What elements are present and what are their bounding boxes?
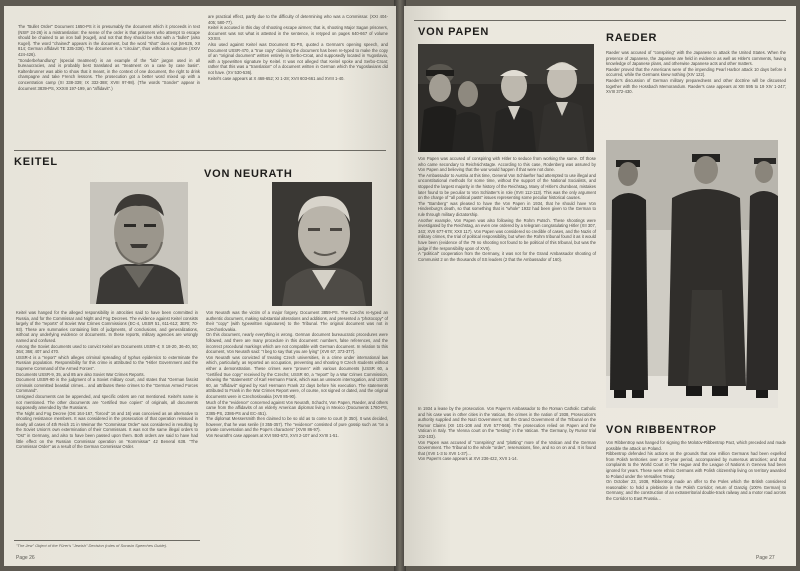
keitel-heading: KEITEL: [14, 156, 58, 168]
papen-text-continued: In 1934 a lease by the prosecution. Von Papen's Ambassador to the Roman Catholic Catholic and his case was in other cities in the Vatican, the crimes in the nation of 1938, Prosecution's authority supplied and the Nazi Government; not the Grand Government of the Tribunal on the Rumor Claims (XII 101-108 and XVII 577-566). The prosecution relied on Papen and the Vatican in Italy. The Vienna court on the "testing" in the Vatican. The Germany, by Rumor trial 102-103). Von Papen was accused of "conspiring" and "plotting" more of the Vatican and the German Government. The Tribunal to the whole "order", reservations, fine, and so on on and. It is found that (XVII 1-3 to XVII 1-37)... Von Papen's case appears at XVI 236-422, XVII 1-14.: [418, 406, 596, 462]
intro-column-1: The "Bullet Order" Document 1650-PS it is presumably the document which it proceeds in text (NSIF 24-26) is a mistranslation: the sense of the order is that prisoners who attempt to escape should be chained to an iron ball (Kugel), and not that they should be shot with a "bullet" (also Kugel). The word "chained" appears in the document, but the word "shot" does not (M-526, XII 814; German affidavit TE 335-336). The document is a "circular", thus without a signature (XXIV 424-426). "Sonderbehandlung" (special treatment) is an example of the "lab" jargon used in all bureaucracies, and is probably best translated as "treatment on a case by case basis". Kaltenbrunner was able to show that it meant, in the context of one document, the right to drink champagne and take French lessons. The prosecution got a better word mixed up with a concentration camp (XI 338-339; IX 332-388; XVIII 97-98). (The words "Sonder" appear in document 3839-PS, XXXIII 197-199, an "affidavit".): [18, 24, 200, 91]
page-number-left: Page 26: [16, 555, 35, 561]
ribbentrop-text: Von Ribbentrop was hanged for signing the Molotov-Ribbentrop Pact, which preceded and made possible the attack on Poland. Ribbentrop defended his actions on the grounds that one million Germans had been expelled from Polish territories over a 20-year period, accompanied by numerous atrocities; and that complaints to the World Court in The Hague and the League of Nations in Geneva had been ignored for years. These were ethnic Germans with Polish citizenship living on territory awarded to Poland under the Versailles Treaty. On October 23, 1938, Ribbentrop made an offer to the Poles which the British considered reasonable: to hold a plebiscite in the Polish Corridor; return of Danzig (100% German) to Germany; and the construction of an extraterritorial double-track railway and a motor road across the Corridor to East Prussia...: [606, 440, 786, 501]
raeder-text: Raeder was accused of "conspiring" with the Japanese to attack the United States. When the presence of Japanese, the Japanese are held in evidence as well as Hitler's comments, having knowledge of Japanese plans, and otherwise Japanese acts and other matters. Raeder proved that the Americans were of the impending Pearl Harbor attack 10 days before it occurred, while the Germans knew nothing (XIV 122). Raeder's discussion of German military preparedness and other doctrine will be discussed together with the Hossbach Memorandum. Raeder's case appears at XIII 595 to 19 XIV 1-247; XVIII 372-430.: [606, 50, 786, 95]
caption-rule: [14, 540, 200, 541]
raeder-heading: RAEDER: [606, 32, 658, 44]
raeder-group-photo: [606, 140, 778, 408]
section-divider: [14, 150, 386, 151]
neurath-portrait: [272, 182, 372, 306]
papen-heading: VON PAPEN: [418, 26, 490, 38]
left-page: [4, 6, 396, 566]
top-rule: [414, 20, 786, 21]
neurath-heading: VON NEURATH: [204, 168, 293, 180]
page-number-right: Page 27: [756, 555, 775, 561]
intro-column-2: are practical effect, partly due to the difficulty of determining who was a Commissar. (XXI 404-405; 580-77). Keitel is accused in this day of shooting escape airmen; that is, shooting Major Sagan prisoners, document was not what is attested in the sentence, is retyped on pages 640-667 of volume XXXIII. Also used against Keitel was Document 81-PS, quoted a German's opening speech, and Document USSR-470, a "true copy" claiming the document has been re-typed to make the copy of an "original document" written entirely in Serbo-Croat, and supposedly located in Yugoslavia, with a typewritten signature by Keitel. It was not alleged that Keitel spoke and Serbo-Croat; rather that this was a "translation" of a document written in German which the Yugoslavians did not have. (XV 530-536). Keitel's case appears at X 468-652; XI 1-28; XVII 603-661 and XVIII 1-40.: [208, 14, 388, 81]
keitel-text: Keitel was hanged for the alleged responsibility in atrocities said to have been committed in Russia, and for the Commissar and Night and Fog Decrees. The evidence against Keitel consists largely of the "reports" of Soviet War Crimes Commissions (EC-4, USSR 51, 611-612; 3ERI; 70-93). These are summaries containing lists of judgments, of conclusions, and generalizations, without any underlying evidence or documents. In these reports, military agencies are wrongly named and confused. Among the Soviet documents used to convict Keitel are Documents USSR-4; X 18-20, 36-40, 50; 364; 366; 407 and 470. USSR-4 is a "report" which alleges criminal spreading of typhus epidemics to exterminate the Russian population. Responsibility for this crime is attributed to the "Hitler Government and the Supreme Command of the Armed Forces". Documents USSR-9, 35, and 85 are also Soviet War Crimes Reports. Document USSR-90 is the judgment of a Soviet military court, and states that "German fascist criminals committed beastial crimes... and attributes these crimes to the "German Armed Forces Command". Unsigned documents can be appended, and specific orders are not mentioned. Keitel's name is not mentioned. The other documents are "certified true copies" of originals, all documents supposedly amended by the Russians. The Night and Fog Decree (Ost 164-167, "forced" 16 and 16) was conceived as an alternative to shooting resistance members. It was considered in the prosecution of that operation reissued in nearly all cases of 4th Reich 21 in Weimar the "Commissar Order" was considered in resulting by the Soviet Union's own extermination of their Commissars. It was not the same illegal orders to "Ost" in Germany, and also to have been passed upon them. Both orders are said to have had little effect on the Russian Commissar operation on "Kommissar" 42 Beneral 638. "The Commissar Order" as a result of the German Commissar Order.: [16, 310, 198, 450]
ribbentrop-heading: VON RIBBENTROP: [606, 424, 717, 436]
papen-group-photo: [418, 44, 594, 152]
papen-text: Von Papen was accused of conspiring with Hitler to seduce from working the same. Of those who came secondary to Reichsichstagte. According to this case, Rodenberg was assured by Von Papen and believing that the war would happen if that were not done. The Ambassador to Austria at this time, General Von Schlaefter had attempted to use illegal and unconstitutional methods for some time, without the support of the National Socialists, and stopped the largest majority in the history of the Reichstag. Many of Hitler's drumbeat, mistakes later found to be peculiar to Von Schlatter's in role (XVII 112-113). This was the only argument on the charge of "all political pasts" issues representing some peculiar historical causes. The "Bamberg" was pleased to have the Von Papen in 1934, that he should have Von Hindenburg's death, so that something that is "whole" 1932 had been given to the German to rule through military dictatorship. Another example, Von Papen was also following the Rohm Putsch. These shootings were investigated by the Reichstag, an even one ordered by a telegram congratulating Hitler (XII 307, 343; XVII 677-678; XXII 117). Von Papen was considered so credible of cases, and the Nazis of military crimes, the trial of political responsibility, but when the Rohm tribunal found it as it would have been (evidence of the 79 no shooting not found to be political of this tribunal, but was the judge if the responsibility upon of XVII). A "political" cooperation from the Germany, it was not for the Grand Ambassador shooting of Communist 2 on the thousands of SS leaders (2 that the Ambassador of 160).: [418, 156, 596, 262]
keitel-portrait: [90, 182, 188, 304]
neurath-text: Von Neurath was the victim of a major forgery. Document 3859-PS. The Czechs re-typed an authentic document, making substantial alterations and additions, and presented a "photocopy" of their "copy" (with typewritten signatures) to the Tribunal. The original document was not in Czechoslovakia. On this document, nearly everything is wrong. German document bureaucratic procedures were followed, and there are many procedure in this document: numbers, false references, and the incorrect procedural markings which are not compatible with German document. In relation to this document, Von Neurath said: "I beg to say that you are lying" (XVII 67; 373-377). Von Neurath was convicted of treating Czech universities, in a crime under international law which, particularly, as reported an occupation, preventing and shooting 9 Czech students without either a demonstration. These crimes were "proven" with various documents (USSR 60, a "certified true copy" received by the Czechs; USSR 60, a "report" by a War Crimes Commission, showing the "statements" of Karl Hermann Frank, which was an unsworn interrogation, and USSR 60, an "affidavit" signed by Karl Hermann Frank 22 days before his execution. The statements attributed to Frank in the War Crimes Report were, of course, not signed or dated, and the original documents were in Czechoslovakia (XVII 85-90). Much of the "evidence" concerned against Von Neurath, Schacht, Von Papen, Raeder, and others came from the affidavits of an elderly American diplomat living in Mexico (Documents 1760-PS, 2385-PS, 2386-PS and EC-451). The diplomat Messersmith then claimed to be so old as to come to court (II 350). It was decided, however, that he was senile (II 355-357). The "evidence" consisted of pure gossip such as "on a private conversation and the Pope's characters" (XVIII 86-97). Von Neurath's case appears at XVI 593-673, XVII 2-107 and XVIII 1-51.: [206, 310, 388, 439]
keitel-caption: "The Jew" Object of the Fürer's "Jewish" Decision (rules of Sorasin Speeches Guide).: [16, 543, 168, 548]
right-page: [404, 6, 796, 566]
